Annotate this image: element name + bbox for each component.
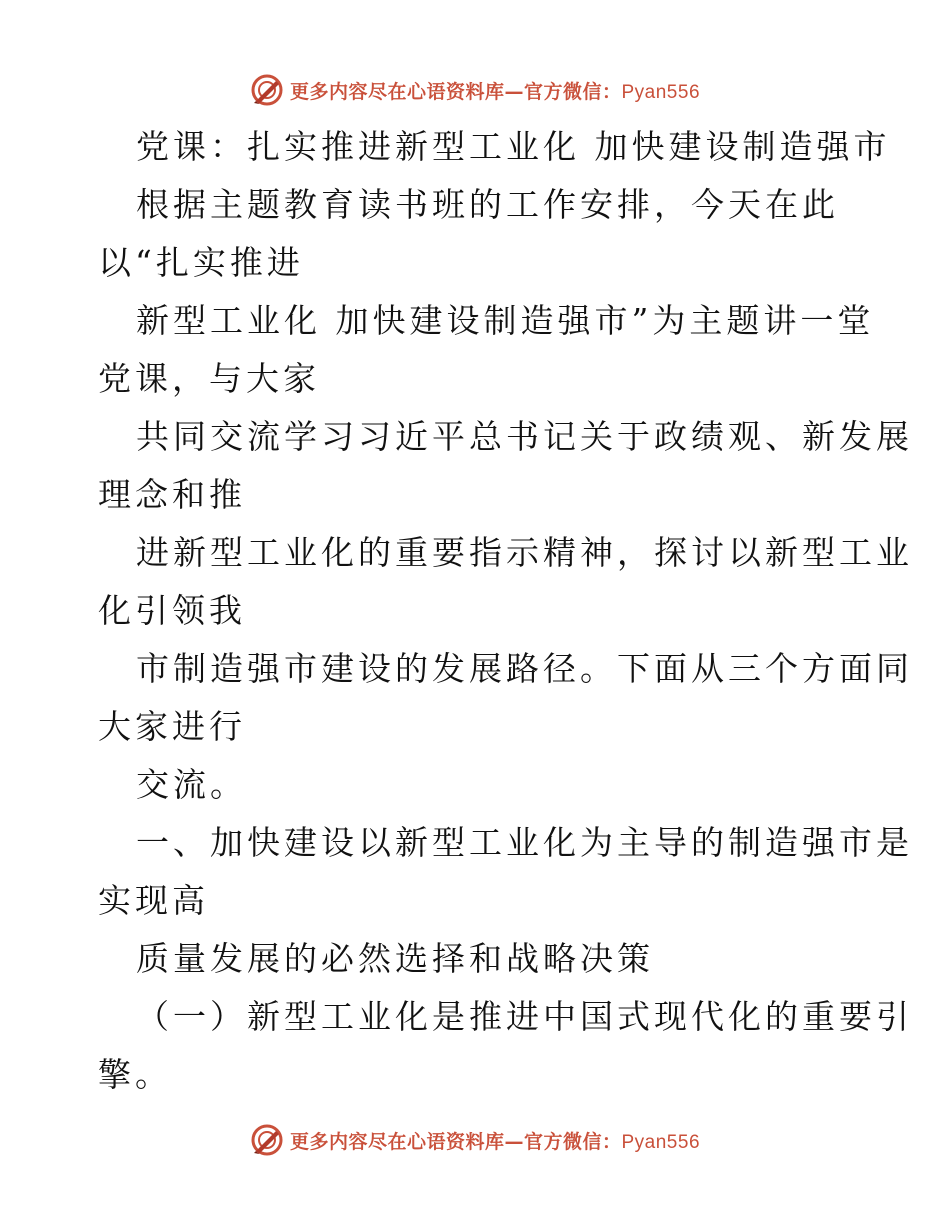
paragraph-line: 理念和推 <box>98 475 246 514</box>
paragraph-line: 大家进行 <box>98 707 246 746</box>
document-title: 党课：扎实推进新型工业化 加快建设制造强市 <box>136 127 891 166</box>
pen-logo-icon <box>250 73 284 107</box>
watermark-text: 更多内容尽在心语资料库—官方微信：Pyan556 <box>289 80 701 103</box>
paragraph-line: 交流。 <box>136 765 247 804</box>
paragraph-line: 共同交流学习习近平总书记关于政绩观、新发展 <box>136 417 913 456</box>
subsection-heading: 擎。 <box>98 1055 172 1094</box>
paragraph-line: 党课，与大家 <box>98 359 320 398</box>
watermark-header <box>0 70 950 110</box>
section-heading: 质量发展的必然选择和战略决策 <box>136 939 654 978</box>
paragraph-line: 以“扎实推进 <box>98 243 304 282</box>
section-heading: 一、加快建设以新型工业化为主导的制造强市是 <box>136 823 913 862</box>
subsection-heading: （一）新型工业化是推进中国式现代化的重要引 <box>136 997 913 1036</box>
paragraph-line: 根据主题教育读书班的工作安排，今天在此 <box>136 185 839 224</box>
pen-logo-icon <box>250 1123 284 1157</box>
watermark-footer <box>0 1120 950 1160</box>
paragraph-line: 新型工业化 加快建设制造强市”为主题讲一堂 <box>136 301 875 340</box>
paragraph-line: 市制造强市建设的发展路径。下面从三个方面同 <box>136 649 913 688</box>
paragraph-line: 进新型工业化的重要指示精神，探讨以新型工业 <box>136 533 913 572</box>
watermark-text: 更多内容尽在心语资料库—官方微信：Pyan556 <box>289 1130 701 1153</box>
paragraph-line: 化引领我 <box>98 591 246 630</box>
section-heading: 实现高 <box>98 881 209 920</box>
